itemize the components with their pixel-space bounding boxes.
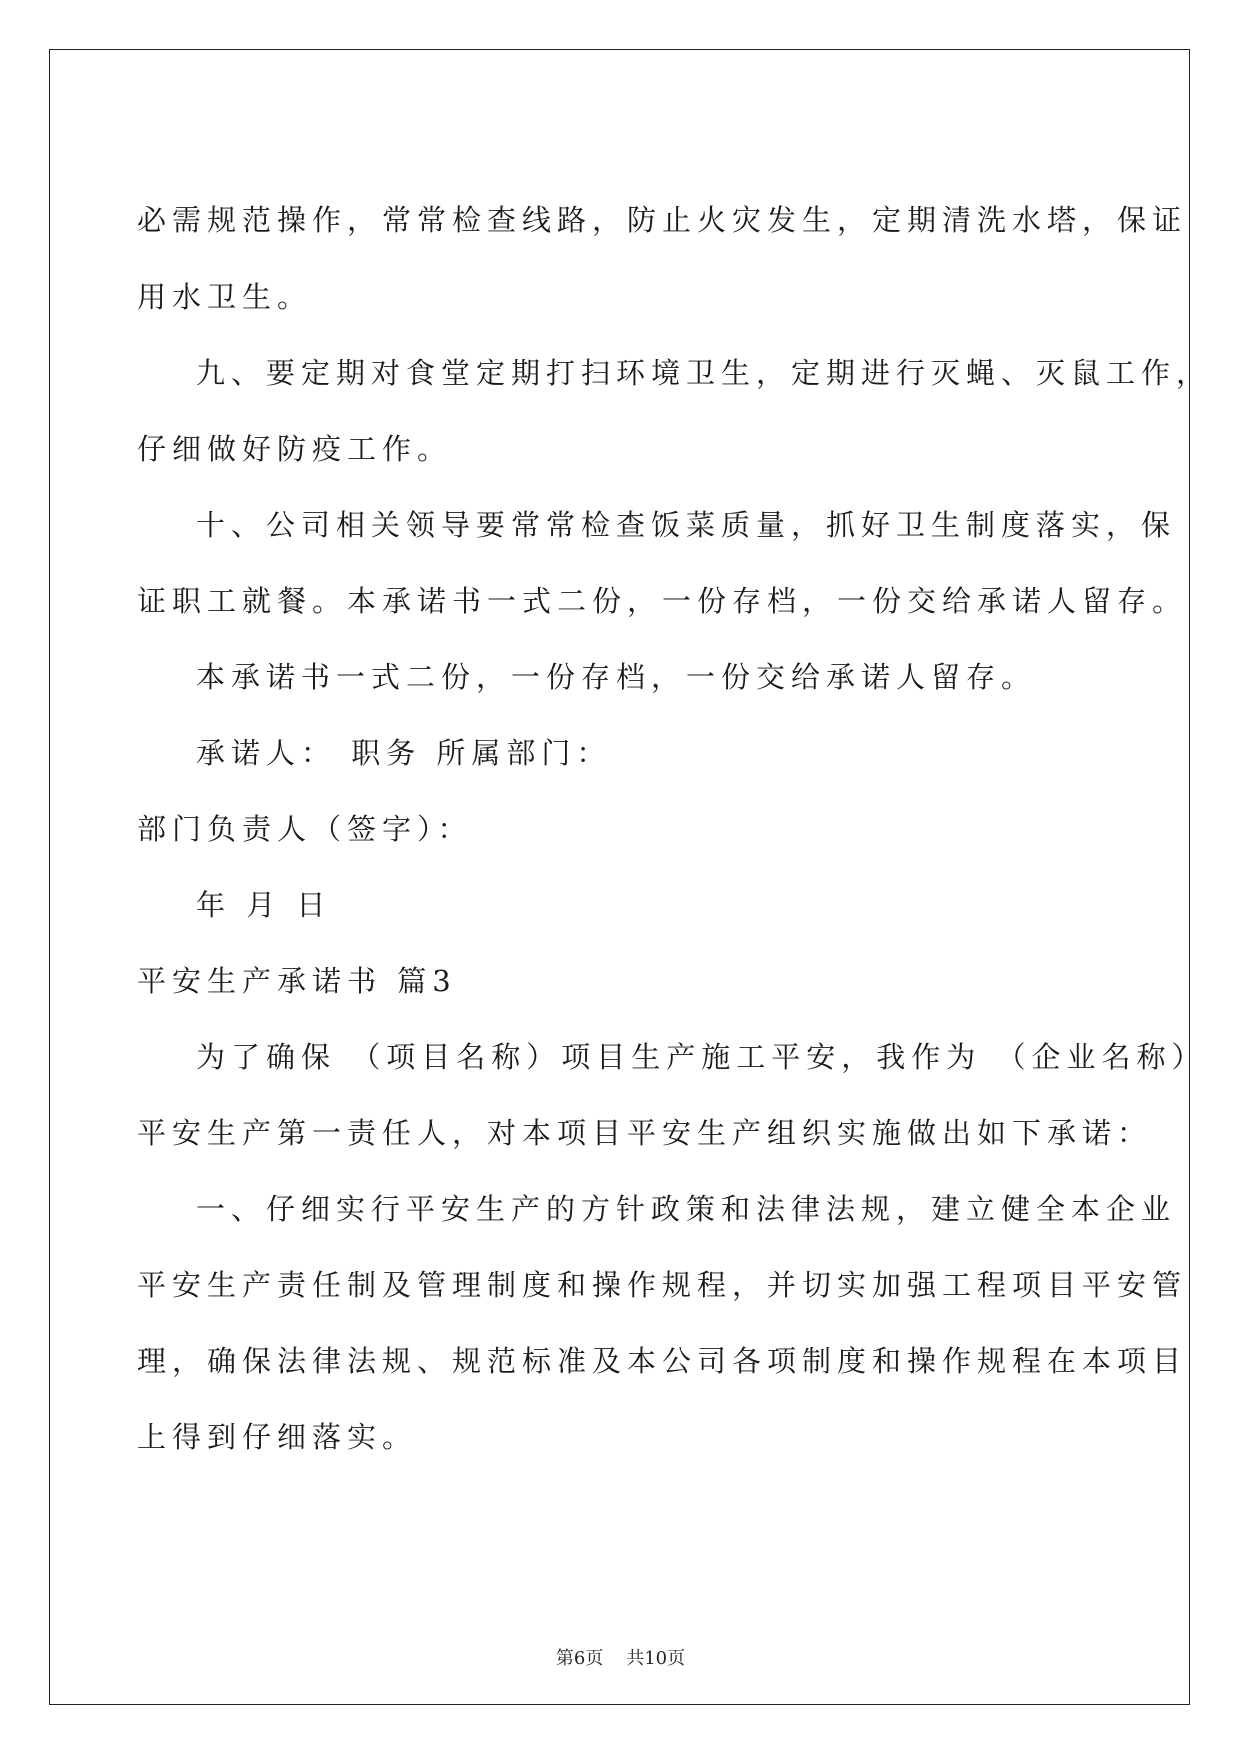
body-line: 证职工就餐。本承诺书一式二份，一份存档，一份交给承诺人留存。 — [137, 584, 1188, 618]
body-line: 十、公司相关领导要常常检查饭菜质量，抓好卫生制度落实，保 — [196, 508, 1177, 542]
body-line: 为了确保 （项目名称）项目生产施工平安，我作为 （企业名称） — [196, 1040, 1207, 1074]
department-head-signature-line: 部门负责人（签字）： — [137, 812, 473, 846]
body-line: 用水卫生。 — [137, 280, 313, 314]
body-line: 理，确保法律法规、规范标准及本公司各项制度和操作规程在本项目 — [137, 1344, 1188, 1378]
date-line: 年 月 日 — [196, 888, 332, 922]
body-line: 平安生产第一责任人，对本项目平安生产组织实施做出如下承诺： — [137, 1116, 1153, 1150]
section-heading: 平安生产承诺书 篇3 — [137, 964, 457, 998]
body-line: 本承诺书一式二份，一份存档，一份交给承诺人留存。 — [196, 660, 1037, 694]
body-line: 必需规范操作，常常检查线路，防止火灾发生，定期清洗水塔，保证 — [137, 203, 1188, 237]
signer-line: 承诺人： 职务 所属部门： — [196, 736, 612, 770]
body-line: 平安生产责任制及管理制度和操作规程，并切实加强工程项目平安管 — [137, 1268, 1188, 1302]
body-line: 九、要定期对食堂定期打扫环境卫生，定期进行灭蝇、灭鼠工作， — [196, 356, 1212, 390]
page-footer: 第6页 共10页 — [555, 1648, 686, 1669]
body-line: 上得到仔细落实。 — [137, 1420, 418, 1454]
body-line: 仔细做好防疫工作。 — [137, 432, 453, 466]
page-frame — [49, 49, 1212, 1705]
body-line: 一、仔细实行平安生产的方针政策和法律法规，建立健全本企业 — [196, 1192, 1177, 1226]
